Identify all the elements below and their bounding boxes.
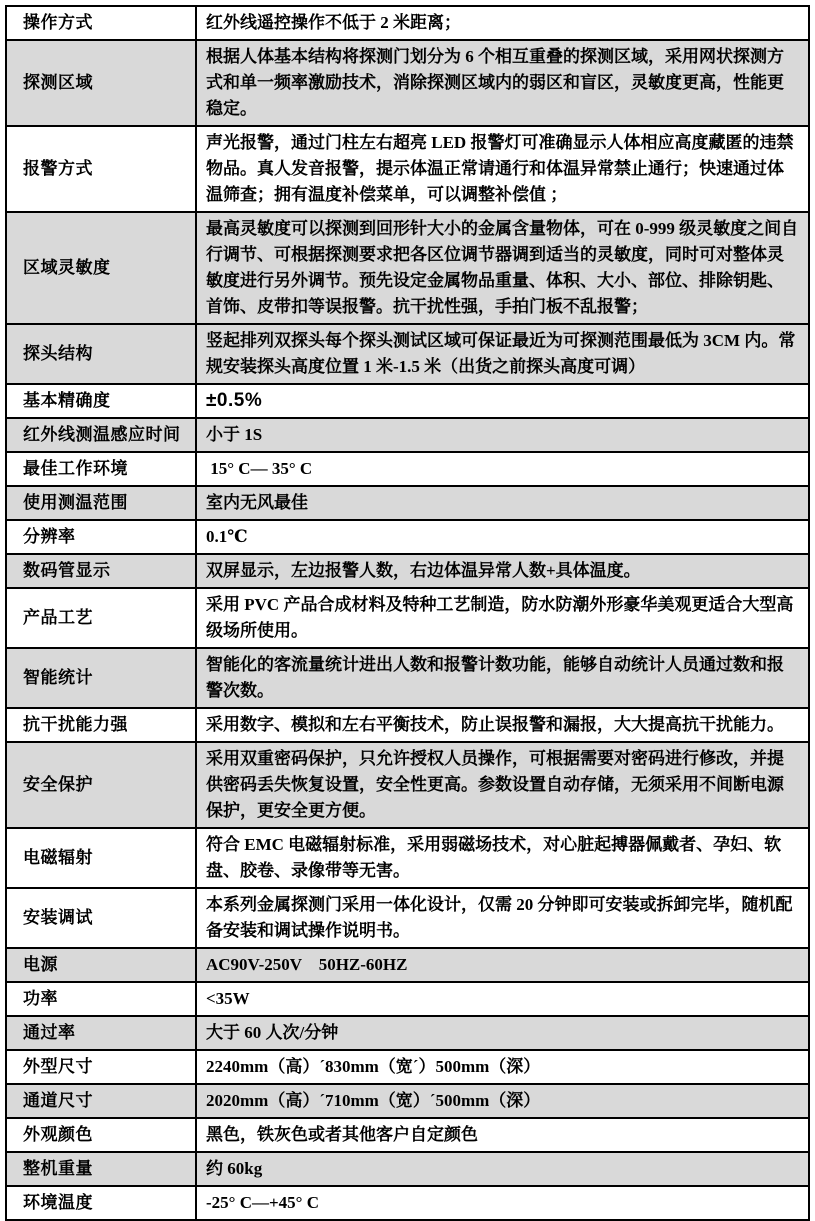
spec-table-body (6, 6, 809, 1220)
spec-value-cell: 2240mm（高）´830mm（宽´）500mm（深） (196, 1050, 809, 1084)
spec-row (6, 1050, 809, 1084)
spec-label-cell: 探测区域 (6, 40, 196, 126)
spec-row (6, 554, 809, 588)
spec-value-cell: 小于 1S (196, 418, 809, 452)
spec-value-cell: <35W (196, 982, 809, 1016)
spec-row (6, 1084, 809, 1118)
spec-label-cell: 电源 (6, 948, 196, 982)
spec-label-cell: 探头结构 (6, 324, 196, 384)
spec-label-cell: 抗干扰能力强 (6, 708, 196, 742)
spec-value-cell: 红外线遥控操作不低于 2 米距离； (196, 6, 809, 40)
spec-label-cell: 整机重量 (6, 1152, 196, 1186)
spec-label-cell: 报警方式 (6, 126, 196, 212)
spec-label-cell: 功率 (6, 982, 196, 1016)
spec-value-cell: 15° C— 35° C (196, 452, 809, 486)
spec-value-cell: 声光报警，通过门柱左右超亮 LED 报警灯可准确显示人体相应高度藏匿的违禁物品。真人发音报警，提示体温正常请通行和体温异常禁止通行；快速通过体温筛查；拥有温度补偿菜单，可以调整补偿值 ； (196, 126, 809, 212)
spec-value-cell: 智能化的客流量统计进出人数和报警计数功能，能够自动统计人员通过数和报警次数。 (196, 648, 809, 708)
spec-row (6, 888, 809, 948)
spec-label-cell: 通过率 (6, 1016, 196, 1050)
spec-value-cell: AC90V-250V 50HZ-60HZ (196, 948, 809, 982)
spec-row (6, 384, 809, 418)
spec-value-cell: 2020mm（高）´710mm（宽）´500mm（深） (196, 1084, 809, 1118)
spec-row (6, 6, 809, 40)
spec-label-cell: 使用测温范围 (6, 486, 196, 520)
spec-row (6, 40, 809, 126)
spec-label-cell: 安全保护 (6, 742, 196, 828)
spec-value-cell: 符合 EMC 电磁辐射标准，采用弱磁场技术，对心脏起搏器佩戴者、孕妇、软盘、胶卷、录像带等无害。 (196, 828, 809, 888)
spec-label-cell: 外观颜色 (6, 1118, 196, 1152)
spec-row (6, 1186, 809, 1220)
spec-label-cell: 产品工艺 (6, 588, 196, 648)
spec-value-cell: 最高灵敏度可以探测到回形针大小的金属含量物体，可在 0-999 级灵敏度之间自行调节、可根据探测要求把各区位调节器调到适当的灵敏度，同时可对整体灵敏度进行另外调节。预先设定金属物品重量、体积、大小、部位、排除钥匙、首饰、皮带扣等误报警。抗干扰性强，手拍门板不乱报警； (196, 212, 809, 324)
spec-row (6, 648, 809, 708)
spec-value-cell: 0.1℃ (196, 520, 809, 554)
spec-row (6, 452, 809, 486)
spec-label-cell: 操作方式 (6, 6, 196, 40)
spec-value-cell: 采用数字、模拟和左右平衡技术，防止误报警和漏报，大大提高抗干扰能力。 (196, 708, 809, 742)
spec-row (6, 828, 809, 888)
spec-row (6, 126, 809, 212)
spec-label-cell: 基本精确度 (6, 384, 196, 418)
spec-row (6, 418, 809, 452)
spec-value-cell: 双屏显示，左边报警人数，右边体温异常人数+具体温度。 (196, 554, 809, 588)
spec-value-cell: 约 60kg (196, 1152, 809, 1186)
spec-label-cell: 电磁辐射 (6, 828, 196, 888)
spec-value-cell: -25° C—+45° C (196, 1186, 809, 1220)
spec-row (6, 1152, 809, 1186)
spec-row (6, 1016, 809, 1050)
spec-row (6, 708, 809, 742)
spec-value-cell: 采用 PVC 产品合成材料及特种工艺制造，防水防潮外形豪华美观更适合大型高级场所使用。 (196, 588, 809, 648)
spec-row (6, 588, 809, 648)
spec-row (6, 212, 809, 324)
spec-label-cell: 区域灵敏度 (6, 212, 196, 324)
spec-row (6, 520, 809, 554)
product-spec-table (5, 5, 810, 1221)
spec-row (6, 742, 809, 828)
spec-value-cell: 大于 60 人次/分钟 (196, 1016, 809, 1050)
spec-value-cell: 根据人体基本结构将探测门划分为 6 个相互重叠的探测区域，采用网状探测方式和单一频率激励技术，消除探测区域内的弱区和盲区，灵敏度更高，性能更稳定。 (196, 40, 809, 126)
spec-value-cell: 本系列金属探测门采用一体化设计，仅需 20 分钟即可安装或拆卸完毕，随机配备安装和调试操作说明书。 (196, 888, 809, 948)
spec-row (6, 324, 809, 384)
spec-row (6, 982, 809, 1016)
spec-label-cell: 最佳工作环境 (6, 452, 196, 486)
spec-label-cell: 安装调试 (6, 888, 196, 948)
spec-label-cell: 红外线测温感应时间 (6, 418, 196, 452)
spec-value-cell: 竖起排列双探头每个探头测试区域可保证最近为可探测范围最低为 3CM 内。常规安装探头高度位置 1 米-1.5 米（出货之前探头高度可调） (196, 324, 809, 384)
spec-label-cell: 分辨率 (6, 520, 196, 554)
spec-value-cell: ±0.5% (196, 384, 809, 418)
spec-label-cell: 数码管显示 (6, 554, 196, 588)
spec-label-cell: 环境温度 (6, 1186, 196, 1220)
spec-value-cell: 采用双重密码保护，只允许授权人员操作，可根据需要对密码进行修改，并提供密码丢失恢复设置，安全性更高。参数设置自动存储，无须采用不间断电源保护，更安全更方便。 (196, 742, 809, 828)
spec-row (6, 486, 809, 520)
spec-label-cell: 通道尺寸 (6, 1084, 196, 1118)
spec-label-cell: 智能统计 (6, 648, 196, 708)
spec-row (6, 948, 809, 982)
spec-label-cell: 外型尺寸 (6, 1050, 196, 1084)
spec-row (6, 1118, 809, 1152)
spec-value-cell: 室内无风最佳 (196, 486, 809, 520)
spec-value-cell: 黑色，铁灰色或者其他客户自定颜色 (196, 1118, 809, 1152)
